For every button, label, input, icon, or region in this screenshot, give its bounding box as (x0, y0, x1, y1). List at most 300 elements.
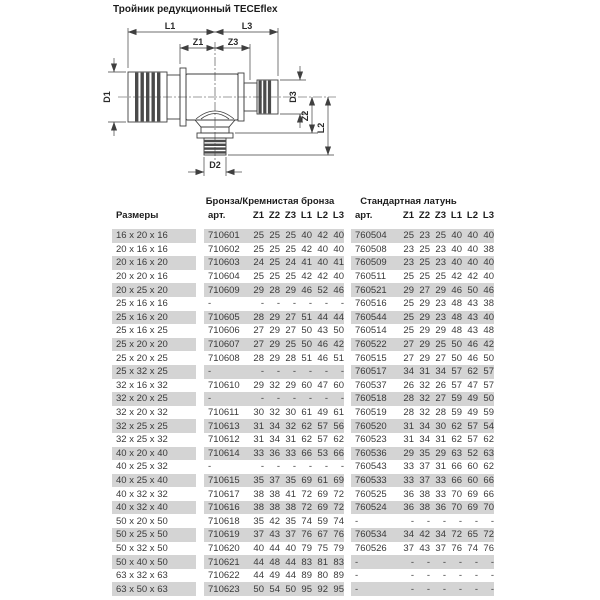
bronze-value-cell: 29 (269, 311, 280, 323)
brass-value-cell: 37 (419, 474, 430, 486)
brass-value-cell: 36 (403, 488, 414, 500)
dim-label-d1: D1 (102, 91, 112, 103)
bronze-art-cell: 710614 (208, 447, 240, 459)
table-row (112, 256, 496, 270)
brass-value-cell: 57 (467, 420, 478, 432)
bronze-value-cell: 37 (285, 529, 296, 541)
size-cell: 25 x 16 x 25 (116, 325, 168, 337)
brass-value-cell: - (458, 570, 462, 582)
brass-value-cell: 27 (403, 339, 414, 351)
bronze-value-cell: 74 (333, 515, 344, 527)
brass-value-cell: 29 (435, 447, 446, 459)
table-row (112, 311, 496, 325)
brass-value-cell: 40 (483, 230, 494, 242)
bronze-value-cell: 35 (285, 474, 296, 486)
bronze-value-cell: 37 (269, 474, 280, 486)
table-row (112, 243, 496, 257)
col-header-z2: Z2 (418, 210, 430, 221)
bronze-value-cell: 51 (301, 311, 312, 323)
brass-art-cell: 760524 (355, 502, 387, 514)
bronze-cells (204, 447, 344, 461)
brass-cells (351, 501, 494, 515)
brass-value-cell: 57 (483, 379, 494, 391)
brass-value-cell: 23 (435, 311, 446, 323)
bronze-value-cell: - (292, 461, 296, 473)
bronze-value-cell: 29 (269, 339, 280, 351)
tee-fitting-diagram (100, 18, 350, 188)
bronze-cells (204, 542, 344, 556)
bronze-value-cell: 46 (333, 284, 344, 296)
bronze-value-cell: 42 (269, 515, 280, 527)
size-cell: 32 x 20 x 32 (116, 407, 168, 419)
brass-value-cell: 57 (451, 379, 462, 391)
bronze-value-cell: 49 (317, 407, 328, 419)
brass-art-cell: 760523 (355, 434, 387, 446)
brass-art-cell: 760517 (355, 366, 387, 378)
bronze-value-cell: 49 (269, 570, 280, 582)
brass-value-cell: 57 (467, 434, 478, 446)
brass-art-cell: 760518 (355, 393, 387, 405)
bronze-value-cell: 56 (333, 420, 344, 432)
bronze-value-cell: - (324, 366, 328, 378)
brass-cells (351, 433, 494, 447)
bronze-group-header: Бронза/Кремнистая бронза (205, 195, 335, 207)
brass-value-cell: 25 (419, 271, 430, 283)
brass-value-cell: 48 (451, 298, 462, 310)
brass-value-cell: 46 (483, 284, 494, 296)
brass-value-cell: 43 (467, 311, 478, 323)
bronze-value-cell: 41 (285, 488, 296, 500)
brass-value-cell: 42 (419, 529, 430, 541)
brass-cells (351, 447, 494, 461)
col-header-z1: Z1 (402, 210, 414, 221)
brass-cells (351, 379, 494, 393)
brass-value-cell: 43 (467, 325, 478, 337)
bronze-cells (204, 338, 344, 352)
bronze-art-cell: - (208, 393, 212, 405)
bronze-value-cell: 30 (253, 407, 264, 419)
bronze-cells (204, 243, 344, 257)
bronze-value-cell: 25 (269, 257, 280, 269)
bronze-value-cell: - (276, 366, 280, 378)
bronze-value-cell: 40 (333, 230, 344, 242)
size-cell: 20 x 16 x 20 (112, 256, 196, 270)
size-cell: 50 x 40 x 50 (112, 555, 196, 569)
table-row (112, 283, 496, 297)
brass-value-cell: 62 (451, 434, 462, 446)
brass-value-cell: 42 (451, 271, 462, 283)
brass-art-cell: - (355, 515, 359, 527)
brass-art-cell: 760516 (355, 298, 387, 310)
bronze-value-cell: 40 (317, 257, 328, 269)
table-row (112, 270, 496, 284)
bronze-art-cell: 710607 (208, 339, 240, 351)
brass-value-cell: 57 (451, 366, 462, 378)
bronze-art-cell: 710603 (208, 257, 240, 269)
bronze-art-cell: 710608 (208, 352, 240, 364)
dim-label-l1: L1 (164, 21, 176, 31)
brass-value-cell: 49 (467, 393, 478, 405)
bronze-value-cell: 29 (269, 352, 280, 364)
table-row (112, 406, 496, 420)
brass-value-cell: 43 (419, 542, 430, 554)
brass-value-cell: 74 (467, 542, 478, 554)
brass-value-cell: 34 (435, 366, 446, 378)
brass-value-cell: 29 (403, 284, 414, 296)
brass-value-cell: 23 (403, 243, 414, 255)
bronze-value-cell: 25 (253, 230, 264, 242)
brass-value-cell: 33 (403, 474, 414, 486)
bronze-value-cell: 38 (285, 502, 296, 514)
bronze-value-cell: 25 (285, 339, 296, 351)
brass-value-cell: - (426, 556, 430, 568)
brass-value-cell: 38 (483, 243, 494, 255)
brass-value-cell: 62 (483, 434, 494, 446)
bronze-value-cell: 42 (301, 243, 312, 255)
bronze-value-cell: 31 (253, 420, 264, 432)
brass-cells (351, 460, 494, 474)
size-cell: 25 x 20 x 20 (112, 338, 196, 352)
brass-value-cell: 65 (467, 529, 478, 541)
brass-cells (351, 514, 494, 528)
bronze-value-cell: - (308, 461, 312, 473)
brass-cells (351, 324, 494, 338)
bronze-cells (204, 433, 344, 447)
bronze-value-cell: 43 (317, 325, 328, 337)
brass-value-cell: 31 (435, 434, 446, 446)
bronze-art-cell: 710623 (208, 583, 240, 595)
bronze-value-cell: 28 (269, 284, 280, 296)
bronze-value-cell: 31 (253, 434, 264, 446)
brass-art-cell: 760522 (355, 339, 387, 351)
bronze-value-cell: - (308, 393, 312, 405)
bronze-cells (204, 474, 344, 488)
brass-cells (351, 582, 494, 596)
bronze-art-cell: 710609 (208, 284, 240, 296)
brass-value-cell: 66 (451, 474, 462, 486)
bronze-value-cell: 62 (301, 434, 312, 446)
brass-value-cell: 34 (435, 529, 446, 541)
brass-value-cell: 23 (435, 257, 446, 269)
table-row (112, 433, 496, 447)
bronze-value-cell: 61 (333, 407, 344, 419)
bronze-value-cell: - (292, 366, 296, 378)
bronze-value-cell: 74 (301, 515, 312, 527)
bronze-value-cell: 34 (269, 434, 280, 446)
brass-value-cell: 40 (451, 243, 462, 255)
table-row (112, 487, 496, 501)
table-row (112, 582, 496, 596)
bronze-value-cell: 25 (253, 243, 264, 255)
bronze-art-cell: 710602 (208, 243, 240, 255)
brass-art-cell: 760511 (355, 271, 386, 283)
brass-art-cell: 760533 (355, 474, 387, 486)
bronze-value-cell: 40 (317, 243, 328, 255)
bronze-value-cell: 25 (269, 243, 280, 255)
brass-value-cell: 34 (403, 366, 414, 378)
bronze-value-cell: 44 (285, 556, 296, 568)
table-row (112, 555, 496, 569)
brass-value-cell: 48 (451, 325, 462, 337)
brass-value-cell: 62 (451, 420, 462, 432)
brass-value-cell: 37 (435, 542, 446, 554)
brass-value-cell: - (458, 515, 462, 527)
bronze-cells (204, 270, 344, 284)
bronze-cells (204, 324, 344, 338)
table-row (112, 447, 496, 461)
brass-art-cell: 760514 (355, 325, 387, 337)
bronze-value-cell: 41 (333, 257, 344, 269)
brass-value-cell: 26 (435, 379, 446, 391)
col-header-l3: L3 (482, 210, 494, 221)
bronze-value-cell: 79 (301, 542, 312, 554)
brass-value-cell: - (410, 556, 414, 568)
bronze-value-cell: 42 (317, 230, 328, 242)
brass-value-cell: 33 (403, 461, 414, 473)
size-column-header: Размеры (116, 210, 159, 221)
size-cell: 40 x 32 x 40 (112, 501, 196, 515)
brass-art-cell: 760509 (355, 257, 387, 269)
brass-value-cell: 76 (483, 542, 494, 554)
brass-value-cell: 25 (435, 230, 446, 242)
bronze-value-cell: 62 (333, 434, 344, 446)
bronze-value-cell: 27 (285, 325, 296, 337)
brass-group-header: Стандартная латунь (360, 195, 457, 207)
brass-value-cell: 23 (435, 243, 446, 255)
bronze-value-cell: 35 (253, 515, 264, 527)
brass-value-cell: 43 (467, 298, 478, 310)
bronze-value-cell: 51 (301, 352, 312, 364)
bronze-cells (204, 392, 344, 406)
bronze-value-cell: 32 (285, 420, 296, 432)
bronze-value-cell: 69 (301, 474, 312, 486)
table-row (112, 297, 496, 311)
bronze-cells (204, 283, 344, 297)
brass-value-cell: 70 (483, 502, 494, 514)
brass-value-cell: 25 (435, 339, 446, 351)
bronze-value-cell: - (292, 298, 296, 310)
brass-value-cell: 29 (403, 447, 414, 459)
brass-art-cell: 760520 (355, 420, 387, 432)
table-row (112, 229, 496, 243)
dim-label-d3: D3 (288, 91, 298, 103)
brass-value-cell: - (426, 570, 430, 582)
centerlines (118, 42, 336, 160)
bronze-value-cell: 33 (285, 447, 296, 459)
brass-value-cell: 29 (419, 298, 430, 310)
bronze-value-cell: - (308, 298, 312, 310)
bronze-cells (204, 582, 344, 596)
brass-value-cell: 60 (467, 461, 478, 473)
bronze-art-cell: 710611 (208, 407, 239, 419)
bronze-value-cell: 72 (301, 488, 312, 500)
bronze-value-cell: 29 (285, 284, 296, 296)
size-cell: 40 x 20 x 40 (112, 447, 196, 461)
brass-value-cell: 29 (435, 284, 446, 296)
bronze-cells (204, 351, 344, 365)
col-header-l3: L3 (332, 210, 344, 221)
col-header-z3: Z3 (434, 210, 446, 221)
bronze-value-cell: 32 (269, 379, 280, 391)
dim-label-z3: Z3 (227, 37, 239, 47)
bronze-value-cell: 72 (333, 488, 344, 500)
bronze-value-cell: 60 (333, 379, 344, 391)
brass-value-cell: 60 (467, 474, 478, 486)
bronze-value-cell: 76 (301, 529, 312, 541)
brass-value-cell: 40 (451, 230, 462, 242)
bronze-cells (204, 365, 344, 379)
bronze-value-cell: 92 (317, 583, 328, 595)
brass-art-cell: 760521 (355, 284, 387, 296)
bronze-value-cell: 29 (253, 379, 264, 391)
bronze-cells (204, 569, 344, 583)
bronze-art-cell: 710606 (208, 325, 240, 337)
bronze-value-cell: 38 (253, 502, 264, 514)
bronze-value-cell: 27 (253, 339, 264, 351)
bronze-value-cell: 40 (301, 230, 312, 242)
bronze-value-cell: 51 (333, 352, 344, 364)
brass-art-cell: 760519 (355, 407, 387, 419)
size-cell: 32 x 20 x 25 (112, 392, 196, 406)
bronze-value-cell: 69 (333, 474, 344, 486)
brass-value-cell: - (490, 570, 494, 582)
size-cell: 40 x 25 x 40 (112, 474, 196, 488)
brass-value-cell: 23 (435, 298, 446, 310)
bronze-value-cell: 25 (285, 271, 296, 283)
bronze-value-cell: 60 (301, 379, 312, 391)
brass-value-cell: 34 (419, 420, 430, 432)
brass-value-cell: 59 (483, 407, 494, 419)
bronze-value-cell: 38 (253, 488, 264, 500)
brass-value-cell: 42 (467, 271, 478, 283)
bronze-value-cell: 52 (317, 284, 328, 296)
bronze-value-cell: 44 (253, 570, 264, 582)
size-cell: 50 x 25 x 50 (112, 528, 196, 542)
bronze-value-cell: 57 (317, 420, 328, 432)
size-cell: 40 x 25 x 32 (116, 461, 168, 473)
brass-value-cell: 27 (403, 352, 414, 364)
bronze-value-cell: - (340, 461, 344, 473)
brass-value-cell: 70 (451, 488, 462, 500)
bronze-value-cell: 35 (253, 474, 264, 486)
brass-value-cell: 46 (467, 339, 478, 351)
bronze-value-cell: - (324, 298, 328, 310)
bronze-value-cell: 42 (301, 271, 312, 283)
brass-cells (351, 256, 494, 270)
brass-value-cell: 40 (467, 243, 478, 255)
bronze-art-cell: - (208, 366, 212, 378)
brass-cells (351, 474, 494, 488)
bronze-cells (204, 514, 344, 528)
brass-value-cell: 36 (435, 502, 446, 514)
bronze-value-cell: - (276, 461, 280, 473)
brass-cells (351, 297, 494, 311)
brass-value-cell: 76 (451, 542, 462, 554)
brass-value-cell: 33 (435, 488, 446, 500)
table-column-header-row (112, 208, 496, 223)
col-header-z1: Z1 (252, 210, 264, 221)
brass-value-cell: - (410, 515, 414, 527)
brass-value-cell: 50 (483, 352, 494, 364)
bronze-value-cell: 66 (301, 447, 312, 459)
brass-value-cell: 48 (483, 325, 494, 337)
table-row (112, 569, 496, 583)
brass-value-cell: 23 (419, 230, 430, 242)
table-group-header-row (112, 194, 496, 208)
bronze-art-cell: 710610 (208, 379, 240, 391)
brass-value-cell: 40 (467, 257, 478, 269)
brass-value-cell: 26 (403, 379, 414, 391)
brass-value-cell: 50 (483, 393, 494, 405)
brass-value-cell: 31 (403, 434, 414, 446)
brass-value-cell: 46 (467, 352, 478, 364)
brass-value-cell: 33 (435, 474, 446, 486)
brass-art-cell: 760504 (355, 230, 387, 242)
bronze-art-cell: 710604 (208, 271, 240, 283)
table-row (112, 338, 496, 352)
bronze-art-cell: 710620 (208, 542, 240, 554)
size-cell: 25 x 16 x 20 (112, 311, 196, 325)
bronze-value-cell: 38 (269, 502, 280, 514)
brass-art-cell: 760536 (355, 447, 387, 459)
bronze-value-cell: 34 (269, 420, 280, 432)
bronze-value-cell: 89 (333, 570, 344, 582)
brass-value-cell: 25 (435, 271, 446, 283)
bronze-value-cell: 35 (285, 515, 296, 527)
bronze-value-cell: - (308, 366, 312, 378)
brass-value-cell: - (442, 515, 446, 527)
bronze-cells (204, 487, 344, 501)
brass-cells (351, 406, 494, 420)
brass-art-header: арт. (355, 210, 373, 221)
bronze-value-cell: 28 (253, 352, 264, 364)
bronze-value-cell: 40 (285, 542, 296, 554)
brass-value-cell: 38 (419, 488, 430, 500)
bronze-value-cell: 69 (317, 502, 328, 514)
bronze-art-cell: 710619 (208, 529, 240, 541)
brass-cells (351, 365, 494, 379)
brass-cells (351, 542, 494, 556)
bronze-value-cell: - (276, 393, 280, 405)
bronze-cells (204, 297, 344, 311)
table-row (112, 419, 496, 433)
bronze-art-cell: 710613 (208, 420, 240, 432)
brass-value-cell: 72 (451, 529, 462, 541)
bronze-value-cell: - (260, 298, 264, 310)
col-header-l2: L2 (316, 210, 328, 221)
col-header-l2: L2 (466, 210, 478, 221)
bronze-value-cell: 42 (317, 271, 328, 283)
brass-value-cell: 31 (403, 420, 414, 432)
bronze-value-cell: 25 (253, 271, 264, 283)
col-header-z2: Z2 (268, 210, 280, 221)
bronze-value-cell: 31 (285, 434, 296, 446)
bronze-value-cell: 50 (301, 339, 312, 351)
bronze-value-cell: 72 (333, 502, 344, 514)
bronze-value-cell: 42 (333, 339, 344, 351)
table-row (112, 542, 496, 556)
brass-value-cell: 31 (435, 461, 446, 473)
bronze-cells (204, 528, 344, 542)
bronze-value-cell: 44 (317, 311, 328, 323)
bronze-art-cell: - (208, 461, 212, 473)
branch-barb-ribs (204, 140, 225, 154)
bronze-cells (204, 229, 344, 243)
brass-value-cell: 23 (403, 257, 414, 269)
bronze-value-cell: 69 (317, 488, 328, 500)
brass-value-cell: 57 (483, 366, 494, 378)
brass-value-cell: 32 (419, 379, 430, 391)
